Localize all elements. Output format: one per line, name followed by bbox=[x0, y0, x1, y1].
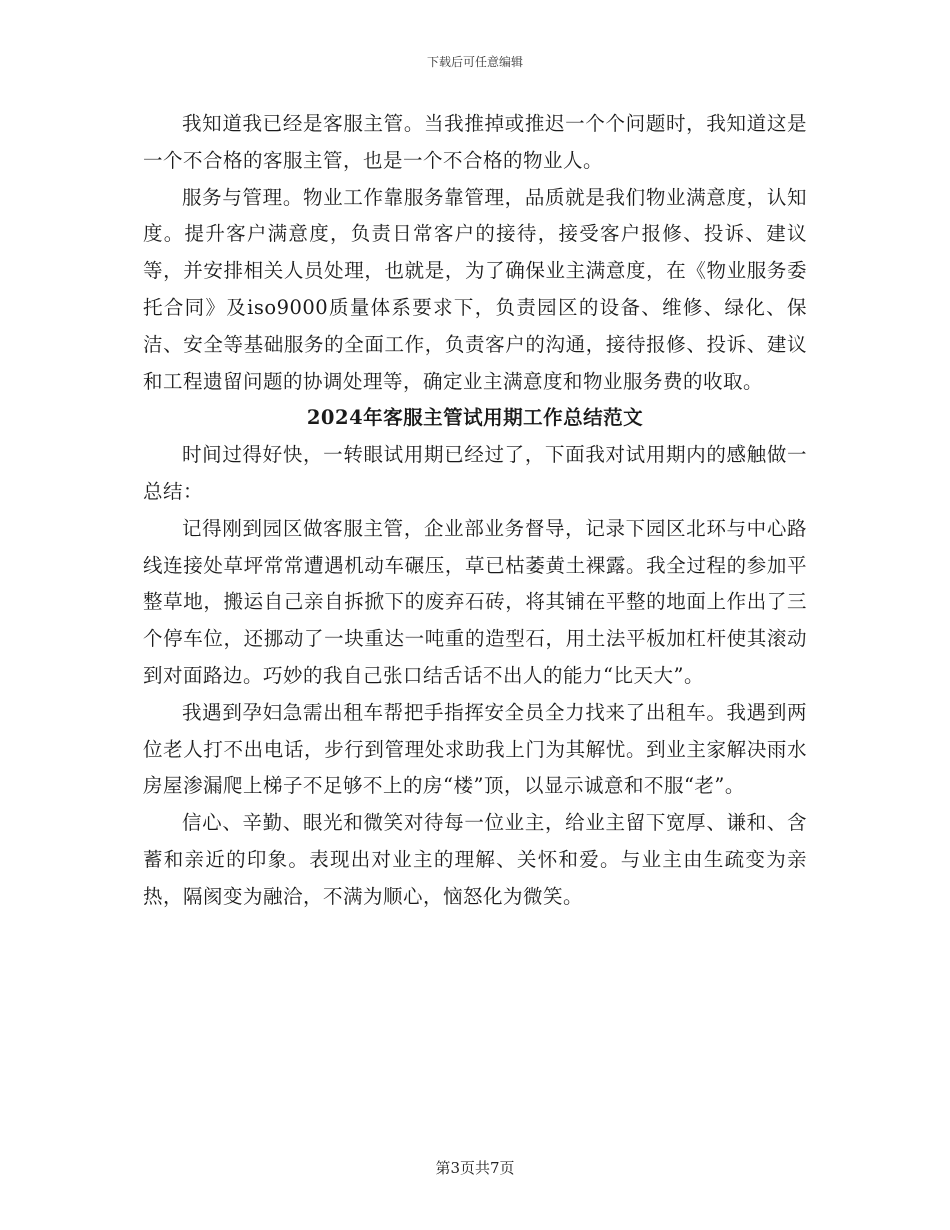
document-body bbox=[143, 106, 807, 916]
paragraph: 服务与管理。物业工作靠服务靠管理，品质就是我们物业满意度，认知度。提升客户满意度，负责日常客户的接待，接受客户报修、投诉、建议等，并安排相关人员处理，也就是，为了确保业主满意度，在《物业服务委托合同》及iso9000质量体系要求下，负责园区的设备、维修、绿化、保洁、安全等基础服务的全面工作，负责客户的沟通，接待报修、投诉、建议和工程遗留问题的协调处理等，确定业主满意度和物业服务费的收取。 bbox=[143, 185, 807, 393]
paragraph: 我遇到孕妇急需出租车帮把手指挥安全员全力找来了出租车。我遇到两位老人打不出电话，步行到管理处求助我上门为其解忧。到业主家解决雨水房屋渗漏爬上梯子不足够不上的房“楼”顶，以显示诚意和不服“老”。 bbox=[143, 700, 807, 798]
page-number: 第3页共7页 bbox=[435, 1159, 515, 1177]
header-note: 下载后可任意编辑 bbox=[426, 55, 523, 69]
paragraph: 我知道我已经是客服主管。当我推掉或推迟一个个问题时，我知道这是一个不合格的客服主管，也是一个不合格的物业人。 bbox=[143, 112, 807, 172]
paragraph: 信心、辛勤、眼光和微笑对待每一位业主，给业主留下宽厚、谦和、含蓄和亲近的印象。表现出对业主的理解、关怀和爱。与业主由生疏变为亲热，隔阂变为融洽，不满为顺心，恼怒化为微笑。 bbox=[143, 811, 807, 908]
section-title: 2024年客服主管试用期工作总结范文 bbox=[306, 406, 644, 430]
paragraph: 时间过得好快，一转眼试用期已经过了，下面我对试用期内的感触做一总结： bbox=[143, 443, 807, 503]
paragraph: 记得刚到园区做客服主管，企业部业务督导，记录下园区北环与中心路线连接处草坪常常遭遇机动车碾压，草已枯萎黄土裸露。我全过程的参加平整草地，搬运自己亲自拆掀下的废弃石砖，将其铺在平整的地面上作出了三个停车位，还挪动了一块重达一吨重的造型石，用土法平板加杠杆使其滚动到对面路边。巧妙的我自己张口结舌话不出人的能力“比天大”。 bbox=[143, 516, 807, 687]
